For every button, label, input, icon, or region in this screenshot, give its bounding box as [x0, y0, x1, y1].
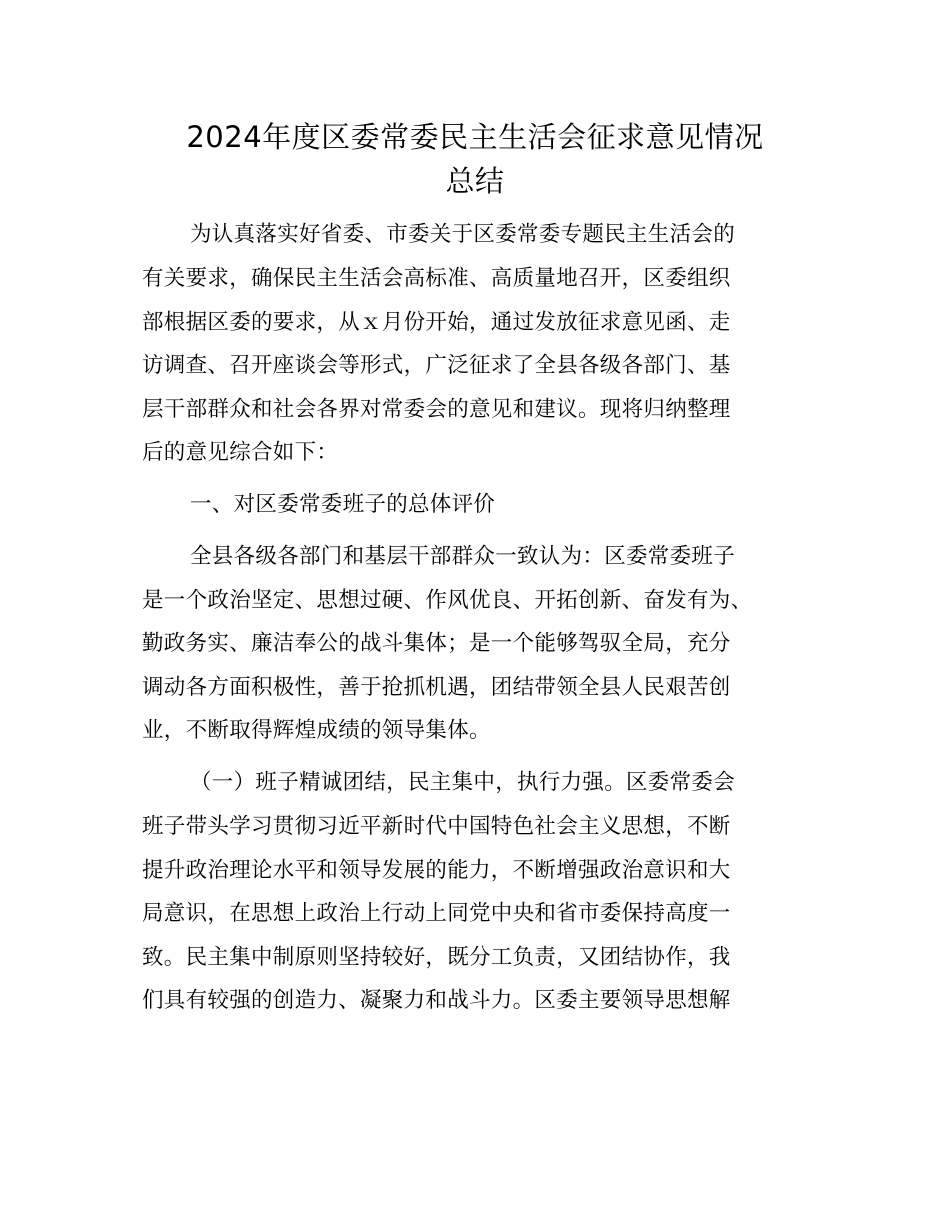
paragraph-line: 提升政治理论水平和领导发展的能力，不断增强政治意识和大: [142, 858, 731, 883]
section-heading: 一、对区委常委班子的总体评价: [190, 492, 496, 517]
paragraph-line: 访调查、召开座谈会等形式，广泛征求了全县各级各部门、基: [142, 353, 731, 378]
paragraph-line: 致。民主集中制原则坚持较好，既分工负责，又团结协作，我: [142, 945, 731, 970]
paragraph-line: 为认真落实好省委、市委关于区委常委专题民主生活会的: [190, 222, 736, 247]
paragraph-line: 业，不断取得辉煌成绩的领导集体。: [142, 718, 491, 743]
paragraph-line: 后的意见综合如下：: [142, 440, 339, 465]
paragraph-line: 部根据区委的要求，从ｘ月份开始，通过发放征求意见函、走: [142, 310, 731, 335]
document-title-line-1: 2024年度区委常委民主生活会征求意见情况: [186, 120, 764, 154]
paragraph-line: 全县各级各部门和基层干部群众一致认为：区委常委班子: [190, 544, 736, 569]
document-title-line-2: 总结: [445, 164, 505, 198]
paragraph-line: 们具有较强的创造力、凝聚力和战斗力。区委主要领导思想解: [142, 988, 731, 1013]
paragraph-line: 是一个政治坚定、思想过硬、作风优良、开拓创新、奋发有为、: [142, 588, 753, 613]
paragraph-line: 层干部群众和社会各界对常委会的意见和建议。现将归纳整理: [142, 397, 731, 422]
paragraph-line: （一）班子精诚团结，民主集中，执行力强。区委常委会: [190, 770, 736, 795]
paragraph-line: 班子带头学习贯彻习近平新时代中国特色社会主义思想，不断: [142, 814, 731, 839]
paragraph-line: 勤政务实、廉洁奉公的战斗集体；是一个能够驾驭全局，充分: [142, 631, 731, 656]
paragraph-line: 有关要求，确保民主生活会高标准、高质量地召开，区委组织: [142, 266, 731, 291]
paragraph-line: 局意识，在思想上政治上行动上同党中央和省市委保持高度一: [142, 901, 731, 926]
paragraph-line: 调动各方面积极性，善于抢抓机遇，团结带领全县人民艰苦创: [142, 675, 731, 700]
